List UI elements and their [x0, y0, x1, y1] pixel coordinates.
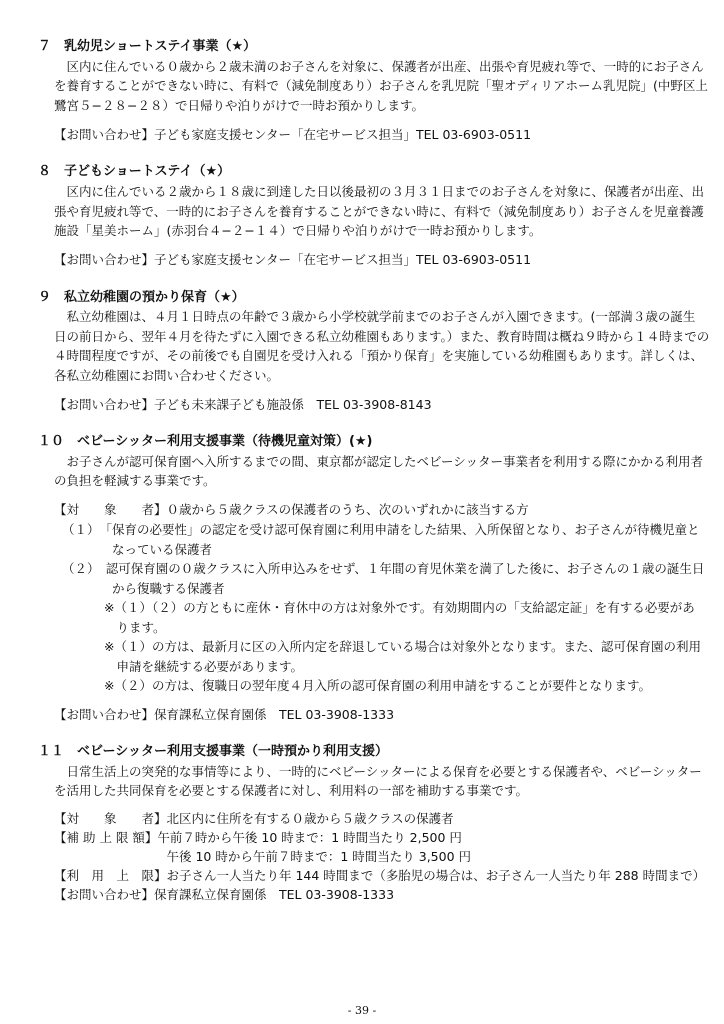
page-number: - 39 - [347, 1004, 377, 1017]
section-8-body-line: 区内に住んでいる２歳から１８歳に到達した日以後最初の３月３１日までのお子さんを対象に、保護者が出産、出 [54, 184, 705, 199]
section-9-body-line: ４時間程度ですが、その前後でも自園児を受け入れる「預かり保育」を実施している幼稚園もあります。詳しくは、 [54, 348, 704, 363]
section-9-body-line: 私立幼稚園は、４月１日時点の年齢で３歳から小学校就学前までのお子さんが入園できます。(一部満３歳の誕生 [54, 309, 696, 324]
section-9-body-line: 各私立幼稚園にお問い合わせください。 [54, 368, 280, 383]
section-11-limit-night: 午後 10 時から午前７時まで：1 時間当たり 3,500 円 [54, 849, 472, 864]
section-11-body-line: を活用した共同保育を必要とする保護者に対し、利用料の一部を補助する事業です。 [54, 783, 529, 798]
section-11-contact: 【お問い合わせ】保育課私立保育園係 TEL 03-3908-1333 [54, 887, 395, 902]
section-9-contact: 【お問い合わせ】子ども未来課子ども施設係 TEL 03-3908-8143 [54, 397, 432, 412]
section-7-heading: ７ 乳幼児ショートステイ事業（★） [38, 39, 257, 54]
section-10-target: 【対 象 者】０歳から５歳クラスの保護者のうち、次のいずれかに該当する方 [54, 502, 529, 517]
section-10-note-line: ※（１）の方は、最新月に区の入所内定を辞退している場合は対象外となります。また、認可保育園の利用 [104, 639, 701, 654]
section-8-body-line: 張や育児疲れ等で、一時的にお子さんを養育することができない時に、有料で（減免制度あり）お子さんを児童養護 [54, 204, 704, 219]
section-11-usage-cap: 【利 用 上 限】お子さん一人当たり年 144 時間まで（多胎児の場合は、お子さん一人当たり年 288 時間まで） [54, 868, 706, 883]
section-10-note-line: 申請を継続する必要があります。 [104, 659, 304, 674]
section-9-heading: ９ 私立幼稚園の預かり保育（★） [38, 290, 245, 305]
section-10-heading: １０ ベビーシッター利用支援事業（待機児童対策）(★) [38, 434, 373, 449]
section-10-item-line: なっている保護者 [62, 542, 213, 557]
section-8-contact: 【お問い合わせ】子ども家庭支援センター「在宅サービス担当」TEL 03-6903-0511 [54, 252, 532, 267]
section-7-contact: 【お問い合わせ】子ども家庭支援センター「在宅サービス担当」TEL 03-6903-0511 [54, 127, 532, 142]
section-10-item-line: （１） 「保育の必要性」の認定を受け認可保育園に利用申請をした結果、入所保留となり、お子さんが待機児童と [62, 522, 700, 537]
section-10-contact: 【お問い合わせ】保育課私立保育園係 TEL 03-3908-1333 [54, 707, 395, 722]
section-11-limit: 【補 助 上 限 額】午前７時から午後 10 時まで：1 時間当たり 2,500 円 [54, 830, 462, 845]
section-10-note-line: ※（２）の方は、復職日の翌年度４月入所の認可保育園の利用申請をすることが要件となります。 [104, 678, 651, 693]
section-7-body-line: 区内に住んでいる０歳から２歳未満のお子さんを対象に、保護者が出産、出張や育児疲れ等で、一時的にお子さん [54, 59, 704, 74]
section-10-body-line: の負担を軽減する事業です。 [54, 473, 216, 488]
section-10-note-line: ります。 [104, 620, 166, 635]
section-7-body-line: 鷺宮５−２８−２８）で日帰りや泊りがけで一時お預かりします。 [54, 98, 424, 113]
section-10-body-line: お子さんが認可保育園へ入所するまでの間、東京都が認定したベビーシッター事業者を利用する際にかかる利用者 [54, 454, 704, 469]
section-10-item-line: から復職する保護者 [62, 581, 225, 596]
section-8-body-line: 施設「星美ホーム」(赤羽台４−２−１４）で日帰りや泊りがけで一時お預かりします。 [54, 223, 542, 238]
section-11-target: 【対 象 者】北区内に住所を有する０歳から５歳クラスの保護者 [54, 811, 454, 826]
section-8-heading: ８ 子どもショートステイ（★） [38, 164, 231, 179]
section-7-body-line: を養育することができない時に、有料で（減免制度あり）お子さんを乳児院「聖オディリアホーム乳児院」(中野区上 [54, 78, 708, 93]
section-10-note-line: ※（１）（２）の方ともに産休・育休中の方は対象外です。有効期間内の「支給認定証」を有する必要があ [104, 600, 695, 615]
section-11-body-line: 日常生活上の突発的な事情等により、一時的にベビーシッターによる保育を必要とする保護者や、ベビーシッター [54, 764, 702, 779]
section-11-heading: １１ ベビーシッター利用支援事業（一時預かり利用支援） [38, 744, 388, 759]
section-10-item-line: （２） 認可保育園の０歳クラスに入所申込みをせず、１年間の育児休業を満了した後に、お子さんの１歳の誕生日 [62, 561, 705, 576]
section-9-body-line: 日の前日から、翌年４月を待たずに入園できる私立幼稚園もあります。）また、教育時間は概ね９時から１４時までの [54, 329, 710, 344]
